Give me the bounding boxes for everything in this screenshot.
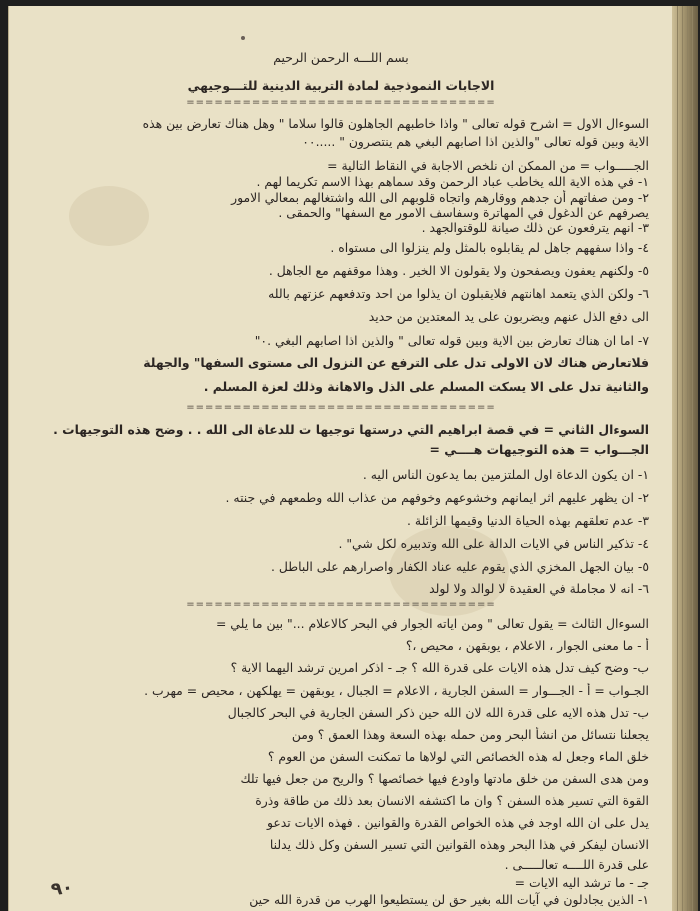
- q2-point: ٣- عدم تعلقهم بهذه الحياة الدنيا وقيمها الزائلة .: [407, 513, 649, 528]
- q1-point-cont: يصرفهم عن الدغول في المهاترة وسفاسف الامور مع السفها" والحمقى .: [278, 205, 649, 220]
- q3-answer-line: القوة التي تسير هذه السفن ؟ وان ما اكتشفه الانسان بعد ذلك من طاقة وذرة: [255, 793, 649, 808]
- page-edge-line: [677, 6, 678, 911]
- q3-sub-question: أ - ما معنى الجوار ، الاعلام ، يوبقهن ، محيص ،؟: [405, 638, 649, 653]
- page-edge-line: [692, 6, 693, 911]
- q1-point: ٦- ولكن الذي يتعمد اهانتهم فلايقبلون ان يذلوا من احد وتدفعهم عزتهم بالله: [268, 286, 649, 301]
- page-stack-edge: [672, 6, 698, 911]
- q1-question-line1: السوءال الاول = اشرح قوله تعالى " واذا خاطبهم الجاهلون قالوا سلاما " وهل هناك تعارض بين هذه: [142, 116, 649, 131]
- q3-answer-line: الانسان ليفكر في هذا البحر وهذه القوانين التي تسير السفن وكل ذلك يدلنا: [269, 837, 649, 852]
- q2-point: ٦- انه لا مجاملة في العقيدة لا لوالد ولا لولد: [429, 581, 649, 596]
- q2-point: ٢- ان يظهر عليهم اثر ايمانهم وخشوعهم وخوفهم من عذاب الله وطمعهم في جنته .: [225, 490, 649, 505]
- page-edge-line: [687, 6, 688, 911]
- q3-answer-line: يدل على ان الله اوجد في هذه الخواص القدرة والقوانين . فهذه الايات تدعو: [266, 815, 649, 830]
- q2-point: ٥- بيان الجهل المخزي الذي يقوم عليه عناد الكفار واصرارهم على الباطل .: [270, 559, 649, 574]
- q3-answer-line: يجعلنا نتسائل من انشأ البحر ومن حمله بهذه السعة وهذا العمق ؟ ومن: [291, 727, 649, 742]
- page-edge-line: [682, 6, 683, 911]
- q3-sub-question: ب- وضح كيف تدل هذه الايات على قدرة الله ؟ جـ - اذكر امرين ترشد اليهما الاية ؟: [230, 660, 649, 675]
- q1-point: ٢- ومن صفاتهم أن جدهم ووقارهم واتجاه قلوبهم الى الله واشتغالهم بمعالي الامور: [231, 190, 649, 205]
- q3-answer-line: ومن هدى السفن من خلق مادتها واودع فيها خصائصها ؟ والريح من جعل فيها تلك: [240, 771, 649, 786]
- q1-answer-intro: الجـــــواب = من الممكن ان نلخص الاجابة في النقاط التالية =: [327, 158, 649, 173]
- q1-question-line2: الاية وبين قوله تعالى "والذين اذا اصابهم البغي هم ينتصرون " .....٠٠: [302, 134, 649, 149]
- q1-point: ٧- اما ان هناك تعارض بين الاية وبين قوله تعالى " والذين اذا اصابهم البغي .٠": [254, 333, 649, 348]
- document-page: [8, 6, 673, 911]
- page-content: [9, 6, 673, 911]
- page-title: الاجابات النموذجية لمادة التربية الدينية للتـــوجيهي: [187, 78, 495, 93]
- separator: =================================: [186, 97, 496, 108]
- q1-point: ١- في هذه الاية الله يخاطب عباد الرحمن وقد سماهم بهذا الاسم تكريما لهم .: [256, 174, 649, 189]
- q1-point: ٥- ولكنهم يعفون ويصفحون ولا يقولون الا الخير . وهذا موقفهم مع الجاهل .: [268, 263, 649, 278]
- q3-answer-line: على قدرة اللــــه تعالـــــى .: [504, 857, 649, 872]
- q3-answer-line: خلق الماء وجعل له هذه الخصائص التي لولاها ما تمكنت السفن من العوم ؟: [267, 749, 649, 764]
- q3-question: السوءال الثالث = يقول تعالى " ومن اياته الجوار في البحر كالاعلام ..." بين ما يلي =: [215, 616, 649, 631]
- q1-point: ٣- انهم يترفعون عن ذلك صيانة للوقتوالجهد .: [421, 220, 649, 235]
- q1-point-cont: الى دفع الذل عنهم ويضربون على يد المعتدين من حديد: [368, 309, 649, 324]
- q2-answer-intro: الجـــواب = هذه التوجيهات هــــي =: [429, 442, 649, 457]
- q3-jeem-point: ١- الذين يجادلون في آيات الله بغير حق لن يستطيعوا الهرب من قدرة الله حين: [249, 892, 649, 907]
- q1-point-cont: والثانية تدل على الا يسكت المسلم على الذل والاهانة وذلك لعزة المسلم .: [203, 379, 649, 394]
- q3-answer-line: الجـواب = أ - الجـــوار = السفن الجارية ، الاعلام = الجبال ، يوبقهن = يهلكهن ، محيص = مهرب .: [144, 683, 649, 698]
- q2-question: السوءال الثاني = في قصة ابراهيم التي درستها توجيها ت للدعاة الى الله . . وضح هذه التوجيهات .: [53, 422, 649, 437]
- basmala: بسم اللـــه الرحمن الرحيم: [273, 50, 409, 65]
- q1-point: ٤- واذا سفههم جاهل لم يقابلوه بالمثل ولم ينزلوا الى مستواه .: [330, 240, 649, 255]
- q2-point: ٤- تذكير الناس في الايات الدالة على الله وتدبيره لكل شي" .: [338, 536, 649, 551]
- separator: =================================: [186, 402, 496, 413]
- q3-jeem-intro: جـ - ما ترشد اليه الايات =: [514, 875, 649, 890]
- page-number: ٩٠: [49, 876, 75, 901]
- separator: =================================: [186, 599, 496, 610]
- q1-point-cont: فلاتعارض هناك لان الاولى تدل على الترفع عن النزول الى مستوى السفها" والجهلة: [143, 355, 649, 370]
- q2-point: ١- ان يكون الدعاة اول الملتزمين بما يدعون الناس اليه .: [362, 467, 649, 482]
- q3-answer-line: ب- تدل هذه الايه على قدرة الله لان الله حين ذكر السفن الجارية في البحر كالجبال: [227, 705, 649, 720]
